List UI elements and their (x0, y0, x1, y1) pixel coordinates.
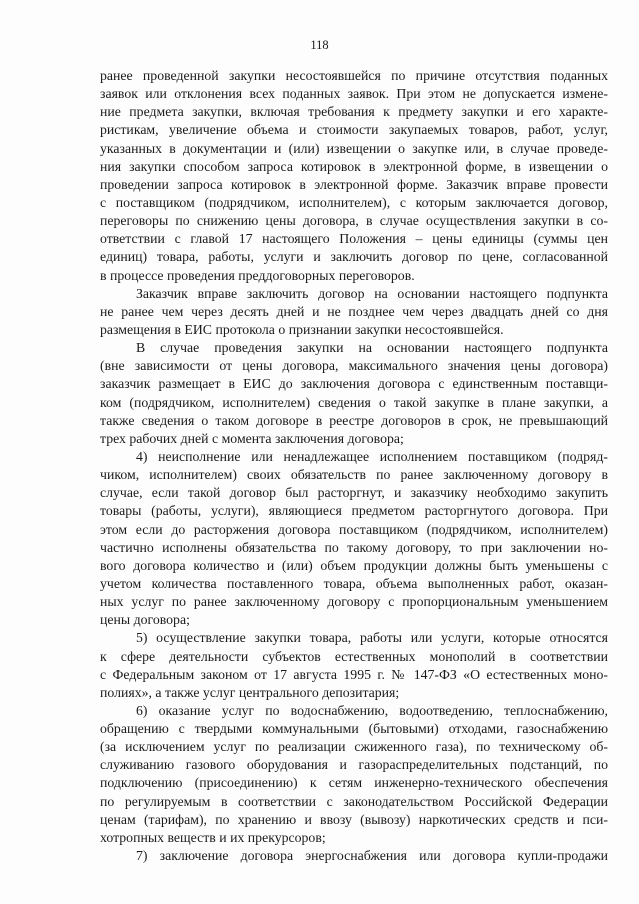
text-line: учетом количества поставленного товара, объема выполненных работ, оказан- (100, 575, 608, 591)
text-line: полиях», а также услуг центрального депозитария; (100, 684, 400, 700)
text-line: 6) оказание услуг по водоснабжению, водоотведению, теплоснабжению, (136, 702, 608, 718)
text-line: к сфере деятельности субъектов естественных монополий в соответствии (100, 648, 608, 664)
text-line: цены договора; (100, 612, 190, 628)
text-line: ных услуг по ранее заключенному договору с пропорциональным уменьшением (100, 594, 608, 610)
text-line: ком (подрядчиком, исполнителем) сведения о такой закупке в плане закупки, а (100, 394, 608, 410)
text-line: заказчик размещает в ЕИС до заключения договора с единственным поставщи- (100, 376, 608, 392)
text-line: (за исключением услуг по реализации сжиженного газа), по техническому об- (100, 739, 608, 755)
text-line: с Федеральным законом от 17 августа 1995 г. № 147-ФЗ «О естественных моно- (100, 666, 608, 682)
text-line: этом если до расторжения договора поставщиком (подрядчиком, исполнителем) (100, 521, 608, 537)
text-line: переговоры по снижению цены договора, в случае осуществления закупки в со- (100, 213, 608, 229)
text-line: с поставщиком (подрядчиком, исполнителем), с которым заключается договор, (100, 194, 608, 210)
text-line: хотропных веществ и их прекурсоров; (100, 829, 326, 845)
text-line: товары (работы, услуги), являющиеся предметом расторгнутого договора. При (100, 503, 608, 519)
text-line: также сведения о таком договоре в реестре договоров в срок, не превышающий (100, 412, 608, 428)
text-line: 7) заключение договора энергоснабжения или договора купли-продажи (136, 848, 608, 864)
text-line: 4) неисполнение или ненадлежащее исполнением поставщиком (подряд- (136, 448, 608, 464)
text-line: ние предмета закупки, включая требования к предмету закупки и его характе- (100, 104, 608, 120)
text-line: ответствии с главой 17 настоящего Положения – цены единицы (суммы цен (100, 231, 608, 247)
text-line: не ранее чем через десять дней и не позднее чем через двадцать дней со дня (100, 303, 608, 319)
text-line: частично исполнены обязательства по такому договору, то при заключении но- (100, 539, 608, 555)
text-line: размещения в ЕИС протокола о признании закупки несостоявшейся. (100, 321, 504, 337)
text-line: указанных в документации и (или) извещении о закупке или, в случае проведе- (100, 140, 608, 156)
text-line: В случае проведения закупки на основании настоящего подпункта (136, 340, 608, 356)
text-line: чиком, исполнителем) своих обязательств по ранее заключенному договору в (100, 467, 608, 483)
text-line: единиц) товара, работы, услуги и заключить договор по цене, согласованной (100, 249, 608, 265)
text-line: Заказчик вправе заключить договор на основании настоящего подпункта (136, 285, 608, 301)
text-line: по регулируемым в соответствии с законодательством Российской Федерации (100, 793, 608, 809)
text-line: ценам (тарифам), по хранению и ввозу (вывозу) наркотических средств и пси- (100, 811, 608, 827)
text-line: случае, если такой договор был расторгнут, и заказчику необходимо закупить (100, 485, 608, 501)
text-line: трех рабочих дней с момента заключения договора; (100, 430, 404, 446)
text-line: подключению (присоединению) к сетям инженерно-технического обеспечения (100, 775, 608, 791)
text-line: обращению с твердыми коммунальными (бытовыми) отходами, газоснабжению (100, 721, 608, 737)
text-line: в процессе проведения преддоговорных переговоров. (100, 267, 415, 283)
text-line: ранее проведенной закупки несостоявшейся по причине отсутствия поданных (100, 68, 608, 83)
text-line: проведении запроса котировок в электронной форме. Заказчик вправе провести (100, 176, 608, 192)
body-text (100, 67, 608, 865)
text-line: служиванию газового оборудования и газораспределительных подстанций, по (100, 757, 608, 773)
text-line: заявок или отклонения всех поданных заявок. При этом не допускается измене- (100, 86, 608, 102)
page-number: 118 (310, 38, 329, 52)
text-line: вого договора количество и (или) объем продукции должны быть уменьшены с (100, 557, 608, 573)
text-line: ния закупки способом запроса котировок в электронной форме, в извещении о (100, 158, 608, 174)
text-line: (вне зависимости от цены договора, максимального значения цены договора) (100, 358, 608, 374)
text-line: 5) осуществление закупки товара, работы или услуги, которые относятся (136, 630, 608, 646)
text-line: ристикам, увеличение объема и стоимости закупаемых товаров, работ, услуг, (100, 122, 608, 138)
